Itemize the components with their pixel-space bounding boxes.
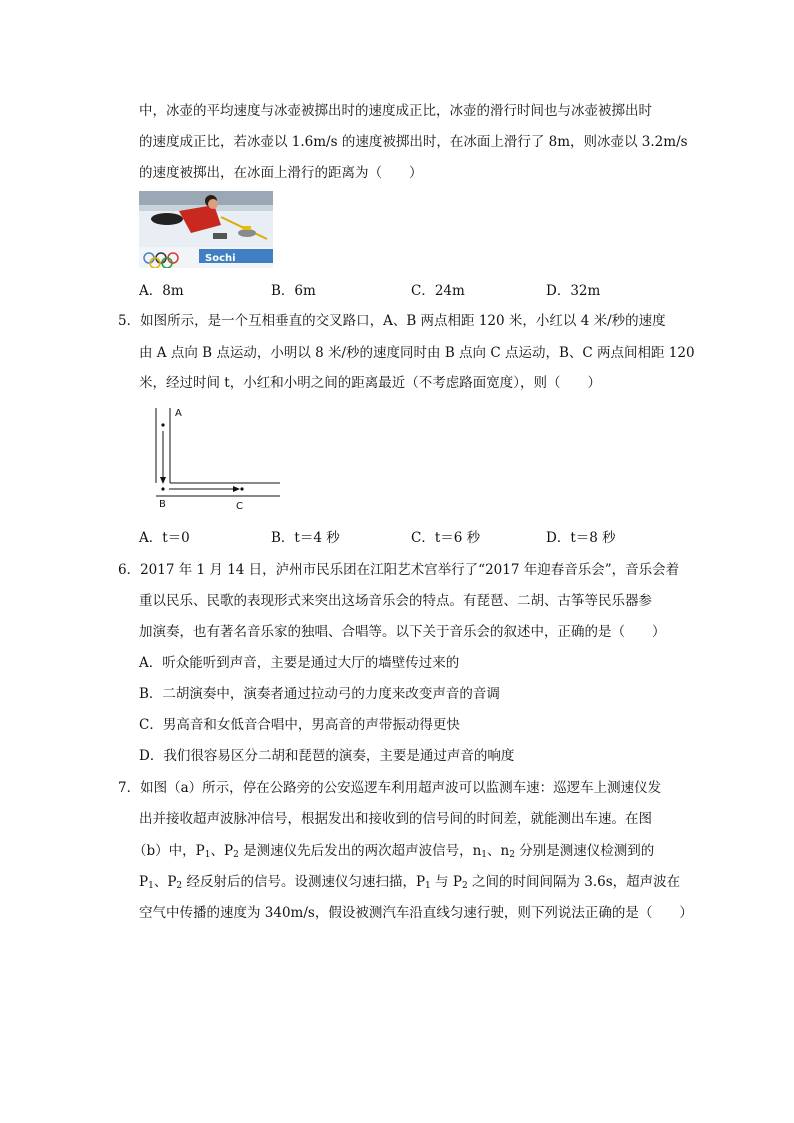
- q5-line-1: 5．如图所示，是一个互相垂直的交叉路口，A、B 两点相距 120 米，小红以 4 米/秒的速度: [118, 313, 666, 329]
- label-a: A: [175, 408, 182, 419]
- intersection-diagram: [145, 405, 285, 515]
- label-b: B: [159, 499, 166, 510]
- q4-line-1: 中，冰壶的平均速度与冰壶被掷出时的速度成正比，冰壶的滑行时间也与冰壶被掷出时: [139, 103, 652, 119]
- svg-text:Sochi: Sochi: [205, 253, 236, 264]
- curling-photo: [139, 191, 273, 268]
- q6-option-d: D．我们很容易区分二胡和琵琶的演奏，主要是通过声音的响度: [139, 748, 515, 764]
- q6-line-3: 加演奏，也有著名音乐家的独唱、合唱等。以下关于音乐会的叙述中，正确的是（ ）: [139, 624, 666, 640]
- q5-option-b: B．t＝4 秒: [271, 530, 340, 546]
- q5-option-a: A．t＝0: [139, 530, 190, 546]
- q5-option-d: D．t＝8 秒: [546, 530, 616, 546]
- q4-line-2: 的速度成正比，若冰壶以 1.6m/s 的速度被掷出时，在冰面上滑行了 8m，则冰壶以 3.2m/s: [139, 134, 688, 150]
- q7-line-3: （b）中，$P_1$、$P_2$ 是测速仪先后发出的两次超声波信号，$n_1$、$n_2$ 分别是测速仪检测到的: [133, 843, 655, 860]
- point-a: [161, 423, 164, 426]
- q4-line-3: 的速度被掷出，在冰面上滑行的距离为（ ）: [139, 165, 423, 181]
- q7-line-4: $P_1$、$P_2$ 经反射后的信号。设测速仪匀速扫描，$P_1$ 与 $P_2$ 之间的时间间隔为 3.6s，超声波在: [139, 874, 681, 891]
- q7-line-1: 7．如图（a）所示，停在公路旁的公安巡逻车利用超声波可以监测车速：巡逻车上测速仪发: [118, 780, 662, 796]
- q6-option-a: A．听众能听到声音，主要是通过大厅的墙壁传过来的: [139, 655, 460, 671]
- q6-option-c: C．男高音和女低音合唱中，男高音的声带振动得更快: [139, 717, 460, 733]
- q6-line-1: 6．2017 年 1 月 14 日，泸州市民乐团在江阳艺术宫举行了“2017 年迎春音乐会”，音乐会着: [118, 562, 680, 578]
- q4-option-b: B．6m: [271, 283, 316, 299]
- point-b: [161, 487, 164, 490]
- point-c: [240, 487, 243, 490]
- q6-option-b: B．二胡演奏中，演奏者通过拉动弓的力度来改变声音的音调: [139, 686, 500, 702]
- q7-line-5: 空气中传播的速度为 340m/s，假设被测汽车沿直线匀速行驶，则下列说法正确的是（ ）: [139, 905, 693, 921]
- q4-option-a: A．8m: [139, 283, 184, 299]
- q4-option-c: C．24m: [411, 283, 465, 299]
- q4-option-d: D．32m: [546, 283, 601, 299]
- q6-line-2: 重以民乐、民歌的表现形式来突出这场音乐会的特点。有琵琶、二胡、古筝等民乐器参: [139, 593, 652, 609]
- q7-line-2: 出并接收超声波脉冲信号，根据发出和接收到的信号间的时间差，就能测出车速。在图: [139, 811, 652, 827]
- q5-line-3: 米，经过时间 t，小红和小明之间的距离最近（不考虑路面宽度），则（ ）: [139, 375, 601, 391]
- q5-option-c: C．t＝6 秒: [411, 530, 481, 546]
- label-c: C: [236, 501, 243, 512]
- q5-line-2: 由 A 点向 B 点运动，小明以 8 米/秒的速度同时由 B 点向 C 点运动，B、C 两点间相距 120: [139, 345, 695, 361]
